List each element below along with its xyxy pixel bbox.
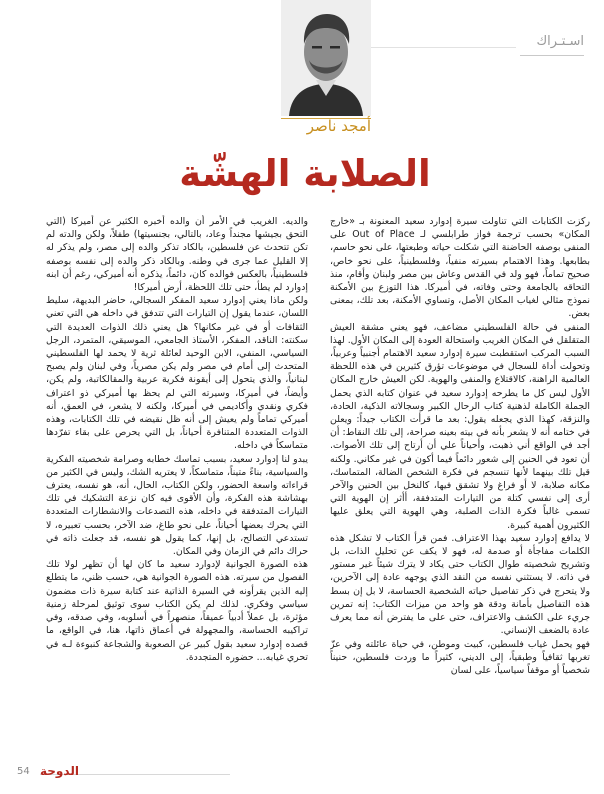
paragraph: ولكن ماذا يعني إدوارد سعيد المفكر السجالي، حاضر البديهة، سليط اللسان، عندما يقول إن التيارات التي تتدفق في داخله هي التي تعني الثقافات أو في غير مكانها؟ هل يعني ذلك الذوات العديدة التي سكنته: الناقد، المفكر، الأستاذ الجامعي، الموسيقي، المتمرد، الرجل السياسي، المنفي، الابن الوحيد لعائلة ثرية لا يحمد لها الفلسطيني المتحدث إلى أمام في مصر ولم يكن مصرياً، وفي لبنان ولم يصبح لبنانياً، والذي يتحول إلى أيقونة فكرية عربية والمقالكاتبة، ولم يكن، وأيضاً، في أميركا، وسيرته التي لم يحظ بها أميركي ذو اعتراف فكري ونقدي وأكاديمي في أميركا، ولكنه لا يشعر، في العمق، أنه أميركي تماماً ولم يعيش إلى أنه ظل نقيضه في تلك الكتابات، وهذه الذوات المتعددة المتنافرة أحياناً، بل التي يحرص على بقاء تفرّدها متماسكاً في داخله. — [46, 295, 308, 452]
article-column-right — [330, 215, 590, 750]
section-label-text: اسـتـراك — [536, 34, 584, 49]
article-title: الصلابة الهشّة — [179, 152, 431, 195]
magazine-name: الدوحة — [40, 764, 79, 778]
paragraph: لا يدافع إدوارد سعيد بهذا الاعتراف. فمن قرأ الكتاب لا تشكل هذه الكلمات مفاجأة أو صدمة له، فهو لا يكف عن تحليل الذات، بل وتشريح شخصيته طوال الكتاب حتى يكاد لا يترك شيئاً غير مستور في ذاته. لا يستثني نفسه من النقد الذي يوجهه عادة إلى الآخرين، ولا يتحرج في ذكر تفاصيل حياته الشخصية الحساسة، لا بل إن بسط هذه التفاصيل بأمانة ودقة هو واحد من ميزات الكتاب: إنه تمرين جريء على الكشف والاعتراف، حتى على ما يفترض أنه مما يعرف عادة بالضعف الإنساني. — [330, 532, 590, 637]
author-portrait-icon — [281, 0, 371, 116]
article-column-left — [46, 215, 308, 750]
section-label — [520, 33, 584, 56]
paragraph: يبدو لنا إدوارد سعيد، بسبب تماسك خطابه وصرامة شخصيته الفكرية والسياسية، بناءً متيناً، متماسكاً، لا يعتريه الشك، وليس في الكثير من قراءاته واسعة الحضور، ولكن الكتاب، الحال، أنه، هو نفسه، يعترف بهشاشة هذه الفكرة، وأن الأقوى فيه كان نزعة التشكيك في تلك التيارات المتدفقة في داخله، هذه التصدعات والانشطارات المتعددة التي يحرك بعضها أحياناً، على نحو طاغ، ضد الآخر، بحسب تعبيره، لا تستدعي التصالح، بل إنها، كما يقول هو نفسه، قد جعلت ذاته في حراك دائم في الزمان وفي المكان. — [46, 453, 308, 558]
page-number: 54 — [17, 766, 30, 777]
paragraph: المنفى في حالة الفلسطيني مضاعف، فهو يعني مشقة العيش المتقلقل في المكان الغريب واستحالة العودة إلى المكان الأول. لهذا السبب المركب استقطبت سيرة إدوارد سعيد الاهتمام أجنبياً وعربياً، وتحولت أداة للسجال في موضوعات تؤرق كثيرين في هذه اللحظة العالمية الراهنة، كالاقتلاع والمنفى والهوية. لكن العيش خارج المكان الأول ليس كل ما يطرحه إدوارد سعيد في عنوان كتابه الذي يحمل الجملة الكاملة لذهنية كتاب الرحال الكبير وسجالاته الذكية، الحادة، والنزقة، كهذا الذي يجعله يقول: بعد ما قرأت الكتاب جيداً: ويعلن في ختامه أنه لا يشعر بأنه في بيته بعينه صراحة، إلى تلك النقاط: أن أجد في الواقع أني ذهبت، وأحياناً علي أن أرتاح إلى تلك الأصوات. أن تعود في الحنين إلى شعور دائماً فيما أكون في غير مكاني. ولكنه قيل تلك بينهما لأنها تنسجم في فكرة الشخص الضالة، المتماسك، مكانه صلابة، لا أو فراغ ولا تشقق فيها، كالنخل بين الحنين والآخر أرى إلى نفسي كتلة من التيارات المتدفقة، أأثر إن الهوية التي تسمى غالباً فكرة الذات الصلبة، وهي الهوية التي يعلق عليها الكثيرون أهمية كبيرة. — [330, 321, 590, 531]
author-name: أمجد ناصر — [306, 117, 371, 135]
paragraph: فهو يحمل غياب فلسطين، كبيت وموطن، في حياة عائلته وفي عزّ تغربها ثقافياً وطبقياً، إلى الديني، كثيراً ما وردت فلسطين، حنيناً شخصياً أو موقفاً سياسياً، على لسان — [330, 638, 590, 676]
top-rule — [366, 47, 516, 48]
author-bar — [281, 118, 371, 137]
paragraph: والديه. الغريب في الأمر أن والده أخبره الكثير عن أميركا (التي التحق بجيشها مجنداً وعاد، بالتالي، بجنسيتها) طفلاً، ولكن والدته لم تكن تتحدث عن فلسطين، بالكاد تذكر والده إلى مصر، ولم يذكر له إلا القليل عما جرى في وطنه. وبالكاد ذكر والده إلى نفسه بوصفه فلسطينياً، بالعكس فوالده كان، دائماً، يذكره أنه أميركي، رغم أن ابنه إدوارد لم يطأ، حتى تلك اللحظة، أرض أميركا! — [46, 216, 308, 294]
paragraph: ركزت الكتابات التي تناولت سيرة إدوارد سعيد المعنونة بـ «خارج المكان» بحسب ترجمة فواز طرابلسي لـ Out of Place على المنفى بوصفه الحاضنة التي شكلت حياته وطبعتها، على نحو حاسم، بطابعها. وهذا الاهتمام بسيرته منفياً، وفلسطينياً، على نحو خاص، صحيح تماماً، فهو ولد في القدس وعاش بين مصر ولبنان وأقام، منذ التحاقه بالجامعة وحتى وفاته، في أميركا. هذا التوزع بين الأمكنة نموذج مثالي لغياب المكان الأصل، وتساوي الأمكنة، بعد تلك، بمعنى بعض. — [330, 216, 590, 320]
paragraph: هذه الصورة الجوانية لإدوارد سعيد ما كان لها أن تظهر لولا تلك الفصول من سيرته. هذه الصورة الجوانية هي، حسب ظني، ما يتطلع إليه الذين يقرأونه في السيرة الذاتية عند كتابة سيرة ذات مضمون سياسي وفكري. لذلك لم يكن الكتاب سوى توثيق لمرحلة زمنية مؤثرة، بل عملاً أدبياً عميقاً، منصهراً في أسلوبه، وفي صدقه، وفي تراكيبه الحساسة، والمجهولة في أعماق ذاتها، هنا، في الواقع، ما قصده إدوارد سعيد بقول كبير عن الصعوبة والشجاعة كنبوءة لـه في تحري غيابه... حضوره المتجددة. — [46, 559, 308, 663]
author-photo — [281, 0, 371, 116]
